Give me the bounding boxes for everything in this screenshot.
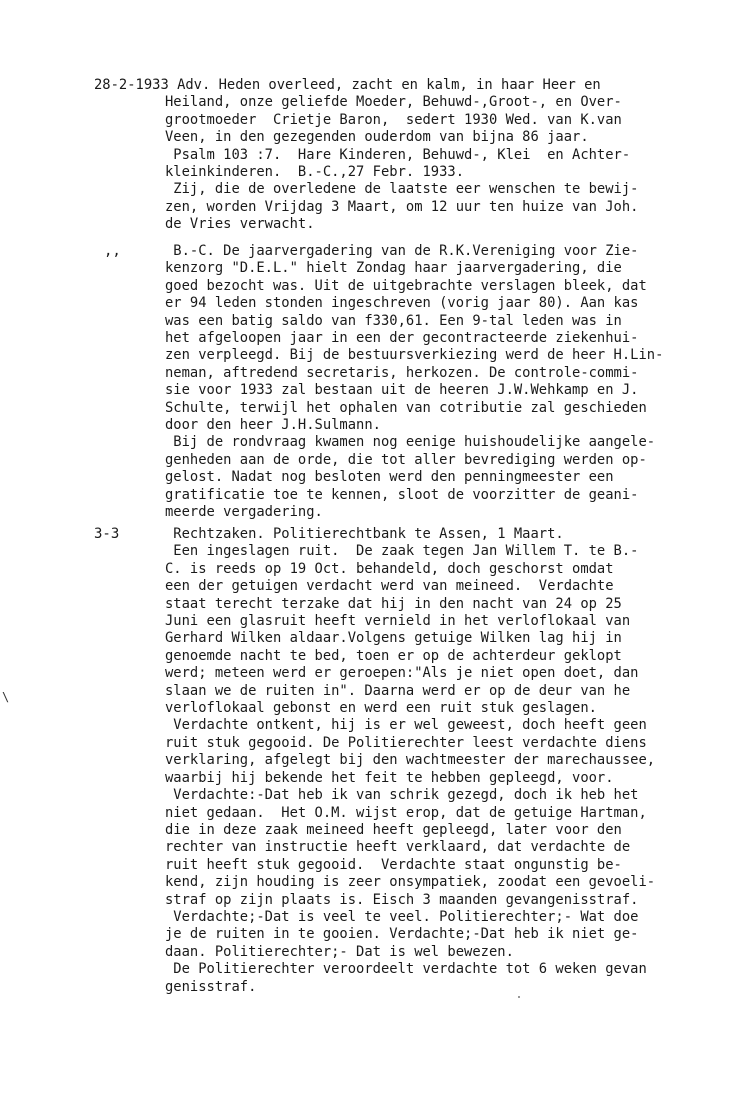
text-line: Gerhard Wilken aldaar.Volgens getuige Wilken lag hij in (165, 630, 622, 647)
entry-date: 3-3 (94, 526, 120, 542)
entry-court-report (165, 526, 749, 996)
text-line: was een batig saldo van f330,61. Een 9-tal leden was in (165, 312, 622, 329)
text-line: genoemde nacht te bed, toen er op de achterdeur geklopt (165, 647, 622, 664)
text-line: Bij de rondvraag kwamen nog eenige huishoudelijke aangele- (165, 434, 656, 451)
text-line: Verdachte ontkent, hij is er wel geweest, doch heeft geen (165, 717, 647, 734)
text-line: neman, aftredend secretaris, herkozen. De controle-commi- (165, 364, 639, 381)
text-line: slaan we de ruiten in". Daarna werd er op de deur van he (165, 682, 631, 699)
text-line: een der getuigen verdacht werd van meineed. Verdachte (165, 578, 614, 595)
text-line: je de ruiten in te gooien. Verdachte;-Dat heb ik niet ge- (165, 926, 639, 943)
text-line: straf op zijn plaats is. Eisch 3 maanden gevangenisstraf. (165, 891, 639, 908)
text-line: sie voor 1933 zal bestaan uit de heeren J.W.Wehkamp en J. (165, 382, 639, 399)
text-line: gelost. Nadat nog besloten werd den penningmeester een (165, 469, 614, 486)
text-line: die in deze zaak meineed heeft gepleegd, later voor den (165, 821, 622, 838)
text-line: zen, worden Vrijdag 3 Maart, om 12 uur ten huize van Joh. (165, 198, 639, 215)
text-line: de Vries verwacht. (165, 216, 315, 233)
scan-dot (518, 996, 520, 998)
text-line: gratificatie toe te kennen, sloot de voorzitter de geani- (165, 486, 639, 503)
text-line: kenzorg "D.E.L." hielt Zondag haar jaarvergadering, die (165, 260, 622, 277)
text-line: zen verpleegd. Bij de bestuursverkiezing werd de heer H.Lin- (165, 347, 664, 364)
text-line: B.-C. De jaarvergadering van de R.K.Vereniging voor Zie- (165, 243, 639, 259)
text-line: kend, zijn houding is zeer onsympatiek, zoodat een gevoeli- (165, 874, 656, 891)
text-line: verklaring, afgelegt bij den wachtmeester der marechaussee, (165, 752, 656, 769)
entry-date: ,, (104, 243, 121, 259)
text-line: Verdachte;-Dat is veel te veel. Politierechter;- Wat doe (165, 908, 639, 925)
text-line: C. is reeds op 19 Oct. behandeld, doch geschorst omdat (165, 560, 614, 577)
text-line: rechter van instructie heeft verklaard, dat verdachte de (165, 839, 631, 856)
text-line: goed bezocht was. Uit de uitgebrachte verslagen bleek, dat (165, 277, 647, 294)
entry-advertisement (94, 77, 749, 234)
text-line: Veen, in den gezegenden ouderdom van bijna 86 jaar. (165, 129, 589, 146)
text-line: waarbij hij bekende het feit te hebben gepleegd, voor. (165, 769, 614, 786)
text-line: Juni een glasruit heeft vernield in het verloflokaal van (165, 613, 631, 630)
text-line: ruit stuk gegooid. De Politierechter leest verdachte diens (165, 734, 647, 751)
text-line: niet gedaan. Het O.M. wijst erop, dat de getuige Hartman, (165, 804, 647, 821)
text-line: staat terecht terzake dat hij in den nacht van 24 op 25 (165, 595, 622, 612)
text-line: Zij, die de overledene de laatste eer wenschen te bewij- (165, 181, 639, 198)
text-line: 28-2-1933 Adv. Heden overleed, zacht en kalm, in haar Heer en (94, 77, 601, 93)
text-line: verloflokaal gebonst en werd een ruit stuk geslagen. (165, 700, 597, 717)
text-line: daan. Politierechter;- Dat is wel bewezen. (165, 943, 514, 960)
text-line: meerde vergadering. (165, 504, 323, 521)
text-line: grootmoeder Crietje Baron, sedert 1930 Wed. van K.van (165, 111, 622, 128)
text-line: er 94 leden stonden ingeschreven (vorig jaar 80). Aan kas (165, 295, 639, 312)
text-line: werd; meteen werd er geroepen:"Als je niet open doet, dan (165, 665, 639, 682)
text-line: Een ingeslagen ruit. De zaak tegen Jan Willem T. te B.- (165, 543, 639, 560)
text-line: Psalm 103 :7. Hare Kinderen, Behuwd-, Klei en Achter- (165, 146, 631, 163)
text-line: Rechtzaken. Politierechtbank te Assen, 1 Maart. (165, 526, 564, 542)
text-line: het afgeloopen jaar in een der gecontracteerde ziekenhui- (165, 330, 639, 347)
text-line: kleinkinderen. B.-C.,27 Febr. 1933. (165, 164, 465, 181)
text-line: Heiland, onze geliefde Moeder, Behuwd-,Groot-, en Over- (165, 94, 622, 111)
scan-mark: \ (2, 690, 10, 704)
entry-association-meeting (165, 243, 749, 522)
text-line: De Politierechter veroordeelt verdachte tot 6 weken gevan (165, 961, 647, 978)
text-line: Verdachte:-Dat heb ik van schrik gezegd, doch ik heb het (165, 787, 639, 804)
text-line: genheden aan de orde, die tot aller bevrediging werden op- (165, 451, 647, 468)
text-line: ruit heeft stuk gegooid. Verdachte staat ongunstig be- (165, 856, 622, 873)
text-line: genisstraf. (165, 978, 257, 995)
text-line: Schulte, terwijl het ophalen van cotributie zal geschieden (165, 399, 647, 416)
text-line: door den heer J.H.Sulmann. (165, 417, 381, 434)
